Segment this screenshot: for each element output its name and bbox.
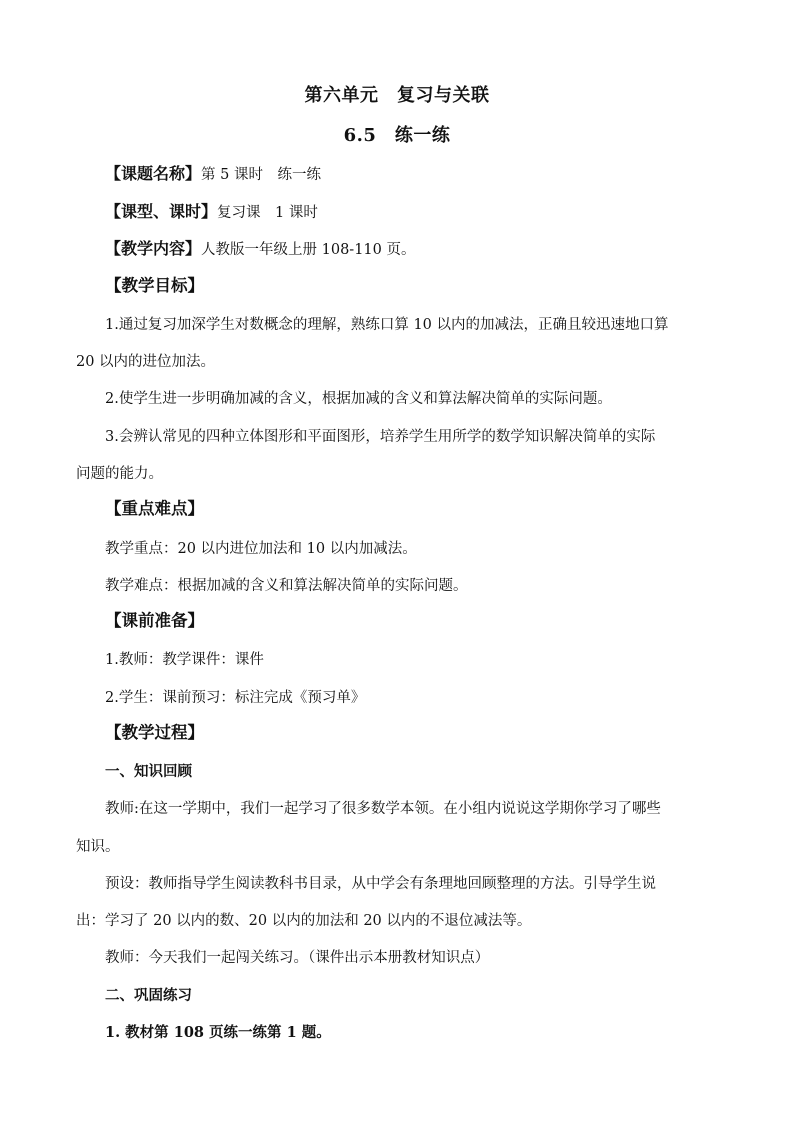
prep-teacher: 1.教师：教学课件：课件 bbox=[105, 652, 264, 668]
paragraph-3: 教师：今天我们一起闯关练习。（课件出示本册教材知识点） bbox=[105, 950, 490, 966]
lesson-name-label: 【课题名称】 bbox=[105, 164, 202, 183]
goals-heading: 【教学目标】 bbox=[105, 276, 204, 295]
goal-1-line-2: 20 以内的进位加法。 bbox=[76, 354, 216, 370]
section-consolidation: 二、巩固练习 bbox=[105, 987, 192, 1004]
teaching-difficulty: 教学难点：根据加减的含义和算法解决简单的实际问题。 bbox=[105, 578, 468, 594]
lesson-name-value: 第 5 课时 练一练 bbox=[201, 167, 321, 183]
key-points-heading: 【重点难点】 bbox=[105, 499, 204, 518]
teaching-content-row bbox=[105, 239, 718, 260]
exercise-1: 1. 教材第 108 页练一练第 1 题。 bbox=[105, 1024, 331, 1041]
lesson-type-value: 复习课 1 课时 bbox=[217, 205, 318, 221]
prep-student: 2.学生：课前预习：标注完成《预习单》 bbox=[105, 690, 366, 706]
teaching-content-label: 【教学内容】 bbox=[105, 239, 202, 258]
goal-2: 2.使学生进一步明确加减的含义，根据加减的含义和算法解决简单的实际问题。 bbox=[105, 391, 612, 407]
lesson-title: 6.5 练一练 bbox=[343, 125, 451, 146]
teaching-focus: 教学重点：20 以内进位加法和 10 以内加减法。 bbox=[105, 541, 417, 557]
paragraph-2-line-2: 出：学习了 20 以内的数、20 以内的加法和 20 以内的不退位减法等。 bbox=[76, 913, 532, 929]
prep-heading: 【课前准备】 bbox=[105, 611, 204, 630]
paragraph-2-line-1: 预设：教师指导学生阅读教科书目录，从中学会有条理地回顾整理的方法。引导学生说 bbox=[105, 876, 656, 892]
goal-3-line-2: 问题的能力。 bbox=[76, 466, 163, 482]
paragraph-1-line-2: 知识。 bbox=[76, 839, 120, 855]
process-heading: 【教学过程】 bbox=[105, 723, 204, 742]
lesson-name-row bbox=[105, 164, 718, 185]
section-knowledge-review: 一、知识回顾 bbox=[105, 763, 192, 780]
unit-title: 第六单元 复习与关联 bbox=[304, 85, 490, 106]
teaching-content-value: 人教版一年级上册 108-110 页。 bbox=[201, 242, 416, 258]
lesson-type-row bbox=[105, 202, 718, 223]
goal-3-line-1: 3.会辨认常见的四种立体图形和平面图形，培养学生用所学的数学知识解决简单的实际 bbox=[105, 429, 656, 445]
paragraph-1-line-1: 教师:在这一学期中，我们一起学习了很多数学本领。在小组内说说这学期你学习了哪些 bbox=[105, 801, 661, 817]
goal-1-line-1: 1.通过复习加深学生对数概念的理解，熟练口算 10 以内的加减法，正确且较迅速地口算 bbox=[105, 317, 669, 333]
lesson-type-label: 【课型、课时】 bbox=[105, 202, 218, 221]
